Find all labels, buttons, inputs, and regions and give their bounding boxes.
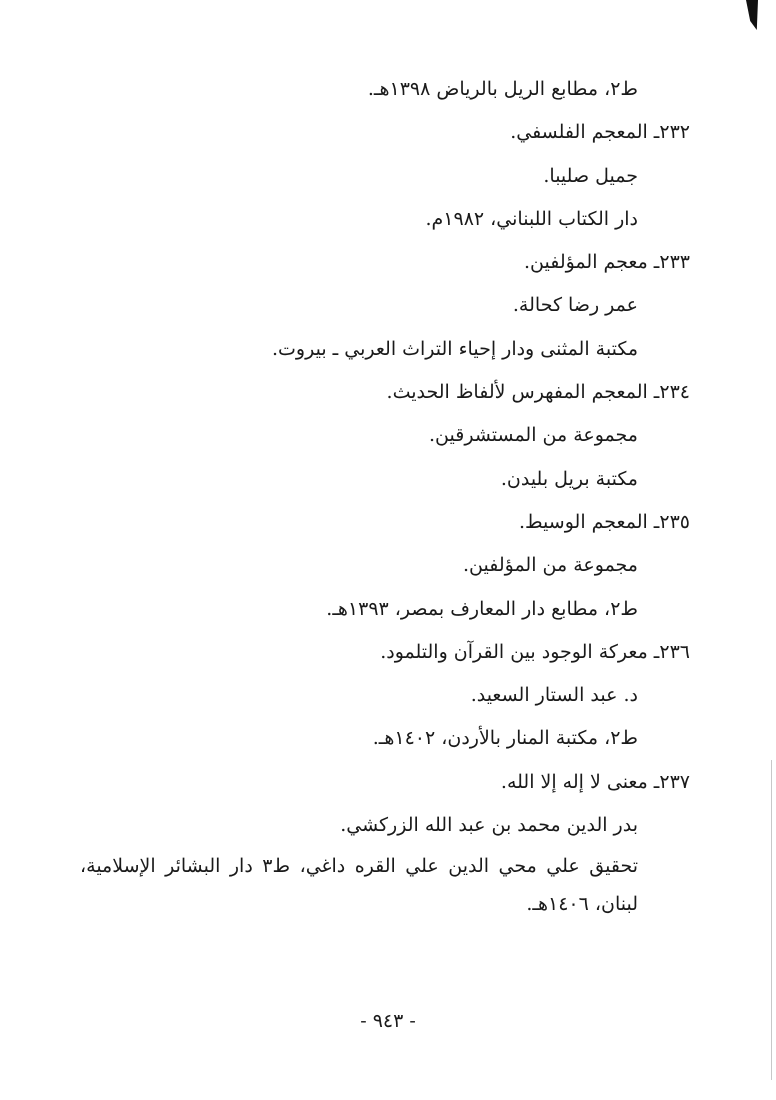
entry-title: ٢٣٥ـ المعجم الوسيط.	[518, 510, 690, 533]
entry-detail: ط٢، مكتبة المنار بالأردن، ١٤٠٢هـ.	[372, 727, 638, 750]
entry-detail: مكتبة المثنى ودار إحياء التراث العربي ـ بيروت.	[272, 337, 638, 360]
entry-detail: د. عبد الستار السعيد.	[470, 684, 638, 707]
entry-detail: مجموعة من المؤلفين.	[463, 554, 638, 577]
entry-detail: جميل صليبا.	[543, 164, 638, 187]
entry-detail: ط٢، مطابع الريل بالرياض ١٣٩٨هـ.	[367, 78, 638, 100]
entry-title: ٢٣٣ـ معجم المؤلفين.	[523, 251, 690, 274]
page-number: - ٩٤٣ -	[360, 1010, 416, 1032]
entry-title: ٢٣٤ـ المعجم المفهرس لألفاظ الحديث.	[386, 381, 690, 404]
entry-detail: مكتبة بريل بليدن.	[500, 467, 638, 490]
page-edge-line	[771, 760, 772, 1080]
entry-detail: عمر رضا كحالة.	[512, 294, 638, 317]
entry-detail: مجموعة من المستشرقين.	[429, 424, 638, 447]
entry-detail: بدر الدين محمد بن عبد الله الزركشي.	[340, 814, 638, 837]
corner-scan-mark	[746, 0, 758, 30]
entry-title: ٢٣٢ـ المعجم الفلسفي.	[510, 121, 690, 144]
entry-detail-wrapped: تحقيق علي محي الدين علي القره داغي، ط٣ دار البشائر الإسلامية، لبنان، ١٤٠٦هـ.	[80, 855, 638, 916]
bibliography-list	[80, 68, 690, 923]
entry-detail: ط٢، مطابع دار المعارف بمصر، ١٣٩٣هـ.	[326, 597, 638, 620]
entry-title: ٢٣٧ـ معنى لا إله إلا الله.	[500, 770, 690, 793]
entry-detail: دار الكتاب اللبناني، ١٩٨٢م.	[425, 207, 638, 230]
entry-title: ٢٣٦ـ معركة الوجود بين القرآن والتلمود.	[380, 640, 690, 663]
